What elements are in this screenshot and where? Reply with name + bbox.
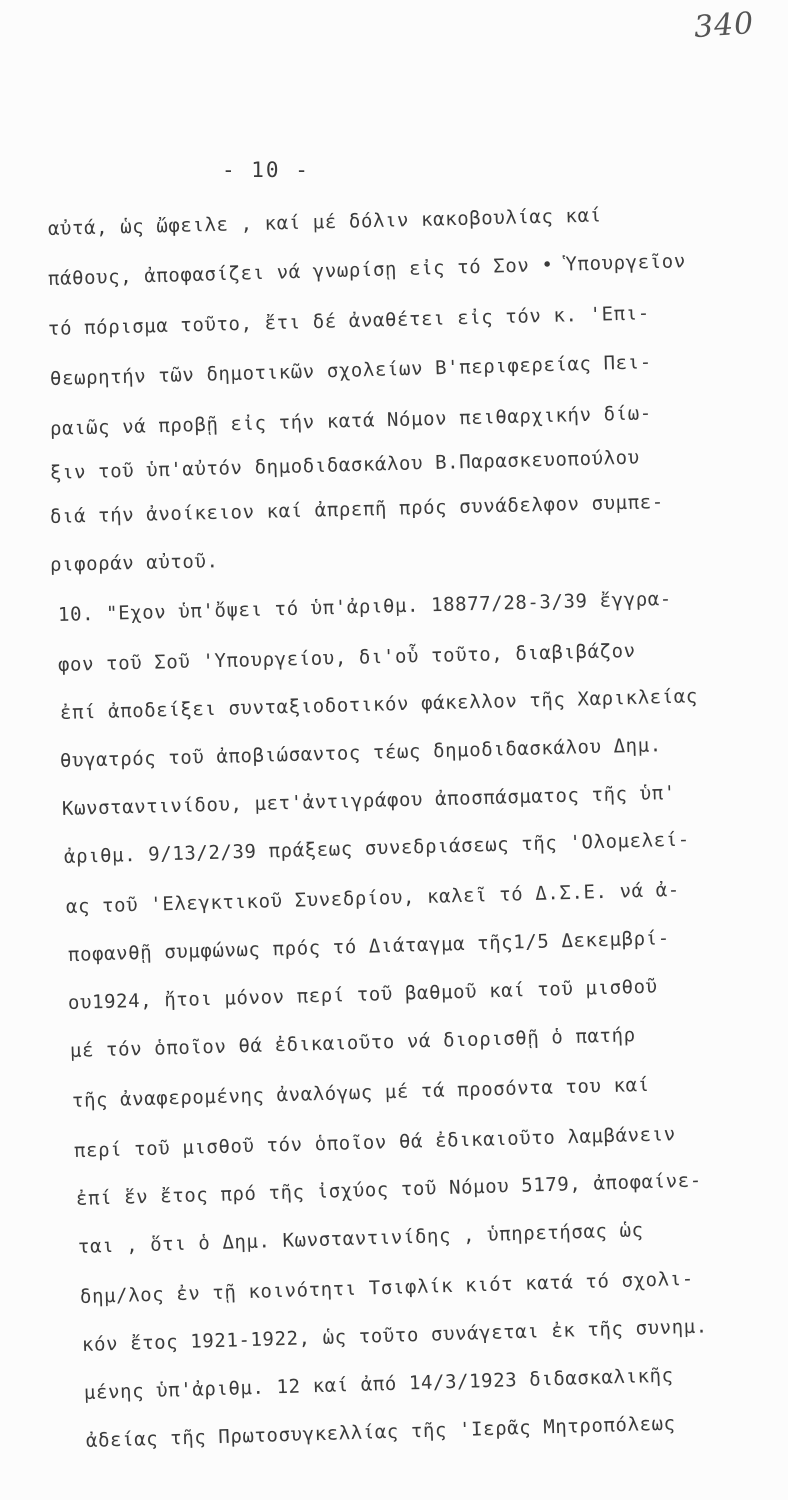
text-line: ριφοράν αὐτοῦ. xyxy=(49,550,219,576)
text-line: θεωρητήν τῶν δημοτικῶν σχολείων Β'περιφερείας Πει- xyxy=(49,351,653,390)
text-line: κόν ἔτος 1921-1922, ὡς τοῦτο συνάγεται ἐκ τῆς συνημ. xyxy=(81,1315,709,1356)
text-line: ξιν τοῦ ὑπ'αὐτόν δημοδιδασκάλου Β.Παρασκευοπούλου xyxy=(49,446,641,484)
text-line: περί τοῦ μισθοῦ τόν ὁποῖον θά ἐδικαιοῦτο λαμβάνειν xyxy=(73,1123,677,1162)
text-line: μέ τόν ὁποῖον θά ἐδικαιοῦτο νά διορισθῇ ὁ πατήρ xyxy=(69,1024,636,1062)
text-line: 10. "Εχον ὑπ'ὄψει τό ὑπ'ἀριθμ. 18877/28-3/39 ἔγγρα- xyxy=(57,587,673,626)
text-line: θυγατρός τοῦ ἀποβιώσαντος τέως δημοδιδασκάλου Δημ. xyxy=(59,734,663,772)
text-line: πάθους, ἀποφασίζει νά γνωρίσῃ εἰς τό Σον • Ὑπουργεῖον xyxy=(47,250,687,290)
page-number: - 10 - xyxy=(222,158,310,182)
text-line: ἐπί ἀποδείξει συνταξιοδοτικόν φάκελλον τῆς Χαρικλείας xyxy=(59,685,699,724)
handwritten-folio-number: 340 xyxy=(692,5,756,46)
text-line: μένης ὑπ'ἀριθμ. 12 καί ἀπό 14/3/1923 διδασκαλικῆς xyxy=(83,1364,674,1404)
text-line: ἀριθμ. 9/13/2/39 πράξεως συνεδριάσεως τῆς 'Ολομελεί- xyxy=(63,828,691,868)
text-line: τό πόρισμα τοῦτο, ἔτι δέ ἀναθέτει εἰς τόν κ. 'Επι- xyxy=(47,302,651,340)
text-line: ἀδείας τῆς Πρωτοσυγκελλίας τῆς 'Ιερᾶς Μητροπόλεως xyxy=(85,1412,676,1452)
text-line: ἐπί ἕν ἔτος πρό τῆς ἰσχύος τοῦ Νόμου 5179, ἀποφαίνε- xyxy=(75,1169,703,1210)
text-line: ται , ὅτι ὁ Δημ. Κωνσταντινίδης , ὑπηρετήσας ὡς xyxy=(77,1219,644,1258)
text-line: φον τοῦ Σοῦ 'Υπουργείου, δι'οὗ τοῦτο, διαβιβάζον xyxy=(57,639,636,676)
text-line: δημ/λος ἐν τῇ κοινότητι Τσιφλίκ κιότ κατά τό σχολι- xyxy=(79,1267,695,1308)
text-line: αὐτά, ὡς ὤφειλε , καί μέ δόλιν κακοβουλίας καί xyxy=(47,204,602,240)
text-line: ποφανθῇ συμφώνως πρός τό Διάταγμα τῆς1/5 Δεκεμβρί- xyxy=(67,927,671,966)
text-line: ου1924, ἤτοι μόνον περί τοῦ βαθμοῦ καί τοῦ μισθοῦ xyxy=(67,975,658,1014)
text-line: Κωνσταντινίδου, μετ'ἀντιγράφου ἀποσπάσματος τῆς ὑπ' xyxy=(61,781,677,820)
text-line: τῆς ἀναφερομένης ἀναλόγως μέ τά προσόντα του καί xyxy=(71,1073,650,1112)
text-line: ραιῶς νά προβῇ εἰς τήν κατά Νόμον πειθαρχικήν δίω- xyxy=(49,402,653,440)
text-line: ας τοῦ 'Ελεγκτικοῦ Συνεδρίου, καλεῖ τό Δ.Σ.Ε. νά ἀ- xyxy=(65,878,681,918)
text-line: διά τήν ἀνοίκειον καί ἀπρεπῆ πρός συνάδελφον συμπε- xyxy=(49,491,665,528)
